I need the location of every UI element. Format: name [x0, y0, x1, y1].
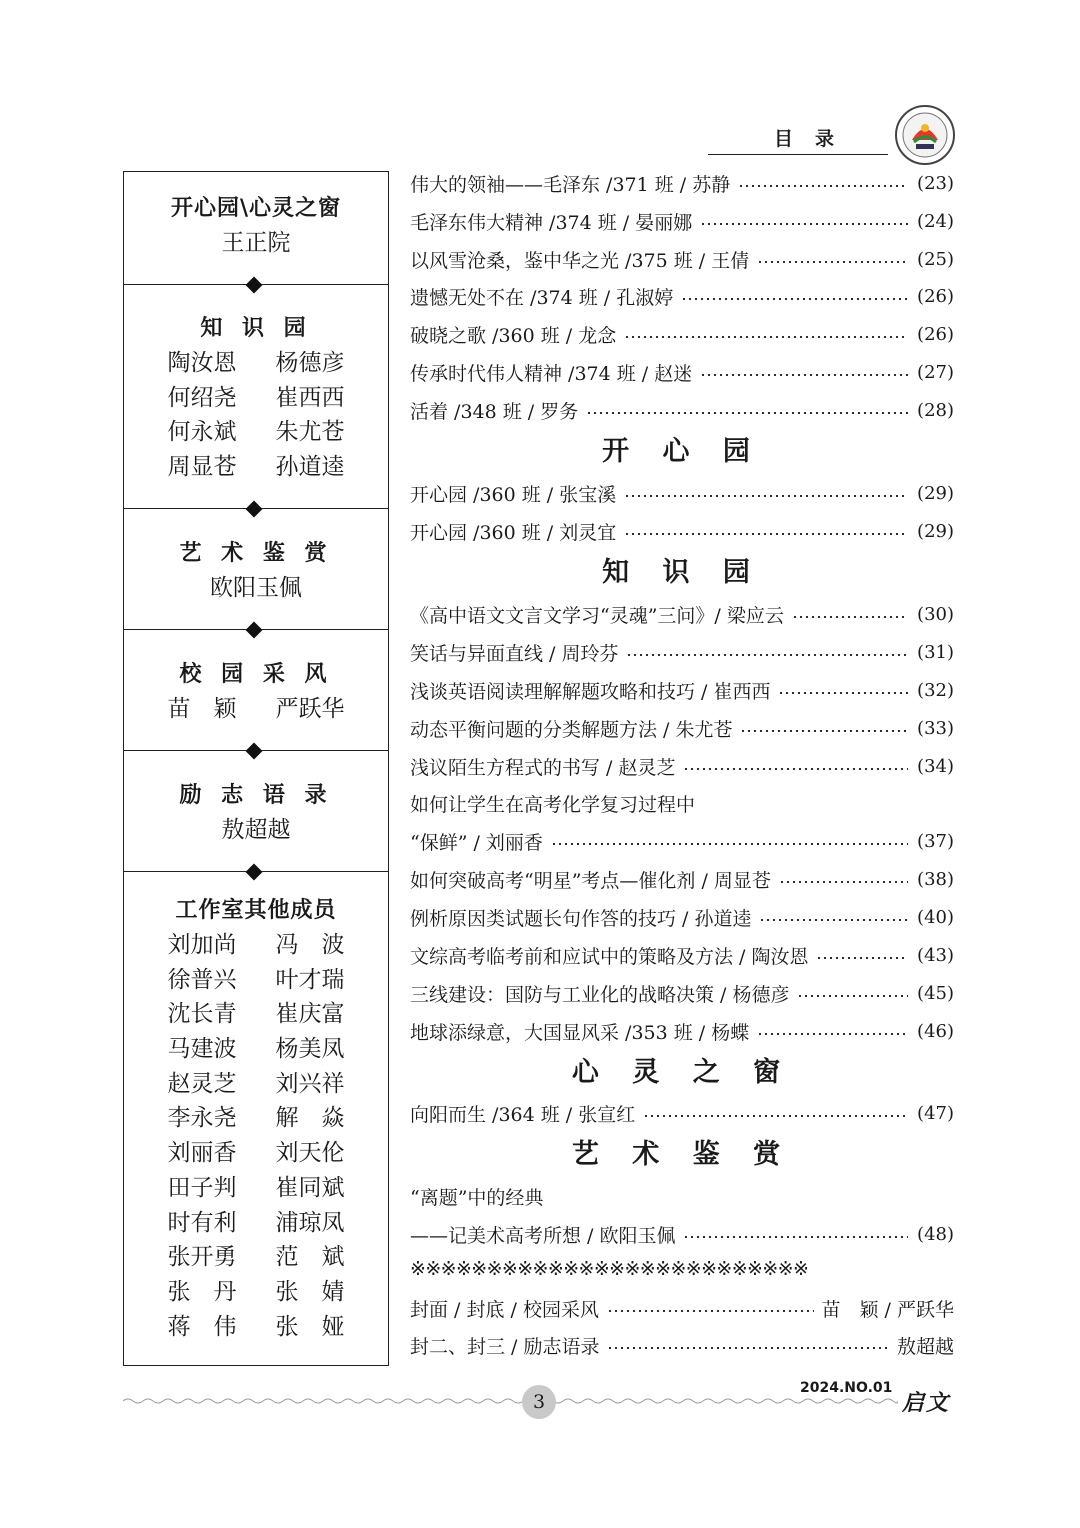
entry-title: 《高中语文文言文学习“灵魂”三问》/ 梁应云 — [410, 604, 784, 627]
dot-leader — [792, 616, 908, 618]
entry-page: (26) — [917, 323, 954, 345]
entry-title: 以风雪沧桑，鉴中华之光 /375 班 / 王倩 — [410, 249, 750, 272]
entry-title: 向阳而生 /364 班 / 张宣红 — [410, 1103, 636, 1126]
toc-entry[interactable] — [410, 864, 954, 894]
entry-credit: 苗 颖 / 严跃华 — [821, 1298, 954, 1321]
page-number: 3 — [522, 1385, 556, 1419]
entry-title: 封二、封三 / 励志语录 — [410, 1335, 600, 1358]
category-heading-xinling: 心 灵 之 窗 — [571, 1057, 793, 1088]
toc-entry-line[interactable] — [410, 1181, 954, 1211]
member-row — [124, 692, 388, 727]
member-row — [124, 346, 388, 381]
member-name: 刘天伦 — [275, 1140, 345, 1167]
toc-entry[interactable] — [410, 244, 954, 274]
member-name: 解 焱 — [275, 1105, 345, 1132]
member-name: 时有利 — [167, 1209, 237, 1236]
entry-title: 如何让学生在高考化学复习过程中 — [410, 793, 696, 816]
category-heading-yishu: 艺 术 鉴 赏 — [571, 1139, 793, 1170]
entry-title: 笑话与异面直线 / 周玲芬 — [410, 642, 619, 665]
section-title: 校 园 采 风 — [179, 662, 333, 687]
section-title: 艺 术 鉴 赏 — [179, 541, 333, 566]
footer-wave-rule — [123, 1396, 898, 1406]
toc-entry-credit[interactable] — [410, 1330, 954, 1360]
toc-entry[interactable] — [410, 751, 954, 781]
school-logo-icon — [894, 104, 956, 166]
entry-title: 封面 / 封底 / 校园采风 — [410, 1298, 599, 1321]
member-name: 叶才瑞 — [275, 966, 345, 993]
member-name: 张 婧 — [275, 1278, 345, 1305]
publication-brand: 启文 — [902, 1390, 951, 1416]
entry-page: (24) — [917, 210, 954, 232]
entry-title: 浅议陌生方程式的书写 / 赵灵芝 — [410, 756, 676, 779]
entry-title: 开心园 /360 班 / 张宝溪 — [410, 483, 617, 506]
category-heading-kaixin: 开 心 园 — [602, 436, 762, 467]
entry-credit: 敖超越 — [896, 1335, 954, 1358]
dot-leader — [740, 730, 908, 732]
entry-page: (43) — [917, 944, 954, 966]
toc-entry[interactable] — [410, 319, 954, 349]
dot-leader — [738, 185, 908, 187]
member-name: 浦琼凤 — [275, 1209, 345, 1236]
entry-page: (34) — [917, 755, 954, 777]
member-name: 刘加尚 — [167, 932, 237, 958]
member-name: 朱尤苍 — [275, 419, 345, 446]
section-title: 开心园\心灵之窗 — [170, 196, 342, 221]
category-heading-zhishi: 知 识 园 — [602, 557, 762, 588]
dot-leader — [683, 768, 908, 770]
toc-entry[interactable] — [410, 1098, 954, 1128]
member-row — [124, 1067, 388, 1102]
dot-leader — [779, 881, 908, 883]
toc-entry[interactable] — [410, 978, 954, 1008]
member-name: 马建波 — [167, 1036, 237, 1063]
issue-number: 2024.NO.01 — [800, 1380, 893, 1396]
entry-page: (29) — [917, 520, 954, 542]
section-lizhi — [124, 779, 388, 847]
entry-title: 如何突破高考“明星”考点—催化剂 / 周显苍 — [410, 869, 771, 892]
toc-entry[interactable] — [410, 1016, 954, 1046]
entry-title: 毛泽东伟大精神 /374 班 / 晏丽娜 — [410, 211, 693, 234]
member-name: 杨德彦 — [275, 350, 345, 376]
dot-leader — [643, 1115, 908, 1117]
entry-page: (23) — [917, 172, 954, 194]
member-name: 何绍尧 — [167, 384, 237, 411]
entry-page: (37) — [917, 830, 954, 852]
dot-leader — [681, 298, 908, 300]
dot-leader — [624, 495, 908, 497]
entry-title: 传承时代伟人精神 /374 班 / 赵迷 — [410, 362, 693, 385]
member-name: 王正院 — [221, 230, 291, 256]
entry-title: “保鲜” / 刘丽香 — [410, 831, 543, 854]
entry-title: 伟大的领袖——毛泽东 /371 班 / 苏静 — [410, 173, 731, 196]
entry-title: ——记美术高考所想 / 欧阳玉佩 — [410, 1224, 676, 1247]
member-name: 田子判 — [167, 1174, 237, 1201]
dot-leader — [624, 336, 908, 338]
entry-title: 活着 /348 班 / 罗务 — [410, 400, 579, 423]
section-yishu — [124, 537, 388, 605]
member-row — [124, 450, 388, 485]
toc-entry-credit[interactable] — [410, 1293, 954, 1323]
toc-entry[interactable] — [410, 940, 954, 970]
editorial-panel — [123, 171, 389, 1366]
entry-page: (45) — [917, 982, 954, 1004]
entry-title: 地球添绿意，大国显风采 /353 班 / 杨蝶 — [410, 1021, 750, 1044]
dot-leader — [626, 654, 908, 656]
entry-page: (40) — [917, 906, 954, 928]
member-name: 刘兴祥 — [275, 1070, 345, 1097]
member-name: 张 娅 — [275, 1313, 345, 1340]
member-name: 崔西西 — [275, 384, 345, 411]
entry-page: (25) — [917, 248, 954, 270]
dot-leader — [700, 374, 908, 376]
entry-page: (27) — [917, 361, 954, 383]
toc-entry[interactable] — [410, 637, 954, 667]
member-name: 范 斌 — [275, 1244, 345, 1271]
member-row — [124, 997, 388, 1032]
member-name: 冯 波 — [275, 932, 345, 958]
member-row — [124, 415, 388, 450]
entry-page: (46) — [917, 1020, 954, 1042]
member-row — [124, 1101, 388, 1136]
member-name: 何永斌 — [167, 419, 237, 446]
member-name: 周显苍 — [167, 454, 237, 481]
member-row — [124, 1275, 388, 1310]
member-name: 刘丽香 — [167, 1140, 237, 1167]
member-name: 崔同斌 — [275, 1174, 345, 1201]
section-title: 知 识 园 — [200, 316, 312, 341]
entry-page: (38) — [917, 868, 954, 890]
toc-entry[interactable] — [410, 206, 954, 236]
toc-entry[interactable] — [410, 478, 954, 508]
dot-leader — [778, 692, 908, 694]
section-xiaoyuan — [124, 658, 388, 727]
member-row — [124, 1136, 388, 1171]
diamond-icon — [246, 864, 263, 881]
entry-title: 开心园 /360 班 / 刘灵宜 — [410, 521, 617, 544]
member-row — [124, 963, 388, 998]
dot-leader — [551, 843, 908, 845]
page-title: 目录 — [773, 128, 856, 150]
member-name: 赵灵芝 — [167, 1070, 237, 1097]
diamond-icon — [246, 277, 263, 294]
dot-leader — [816, 957, 908, 959]
section-title: 工作室其他成员 — [175, 898, 337, 923]
member-row — [124, 1032, 388, 1067]
entry-page: (30) — [917, 603, 954, 625]
diamond-icon — [246, 501, 263, 518]
entry-title: 浅谈英语阅读理解解题攻略和技巧 / 崔西西 — [410, 680, 771, 703]
entry-title: 遗憾无处不在 /374 班 / 孔淑婷 — [410, 286, 674, 309]
member-name: 陶汝恩 — [167, 350, 237, 376]
entry-title: “离题”中的经典 — [410, 1186, 544, 1209]
member-name: 欧阳玉佩 — [210, 575, 302, 601]
diamond-icon — [246, 743, 263, 760]
member-row — [124, 928, 388, 963]
member-name: 严跃华 — [275, 696, 345, 722]
dot-leader — [797, 995, 908, 997]
section-members — [124, 894, 388, 1344]
toc-entry[interactable] — [410, 713, 954, 743]
dot-leader — [607, 1310, 814, 1312]
toc-entry[interactable] — [410, 902, 954, 932]
member-name: 沈长青 — [167, 1001, 237, 1028]
section-zhishi — [124, 312, 388, 485]
entry-page: (31) — [917, 641, 954, 663]
toc-entry[interactable] — [410, 357, 954, 387]
toc-entry-line[interactable] — [410, 788, 954, 818]
member-name: 杨美凤 — [275, 1036, 345, 1063]
member-name: 孙道逵 — [275, 454, 345, 481]
section-kaixin-xinling — [124, 192, 388, 260]
entry-page: (29) — [917, 482, 954, 504]
toc-entry[interactable] — [410, 599, 954, 629]
diamond-icon — [246, 622, 263, 639]
toc-entry[interactable] — [410, 395, 954, 425]
entry-page: (48) — [917, 1223, 954, 1245]
dot-leader — [757, 1033, 908, 1035]
dot-leader — [759, 919, 908, 921]
dot-leader — [683, 1236, 908, 1238]
member-name: 崔庆富 — [275, 1001, 345, 1028]
entry-page: (33) — [917, 717, 954, 739]
dot-leader — [624, 533, 908, 535]
entry-title: 破晓之歌 /360 班 / 龙念 — [410, 324, 617, 347]
member-row — [124, 1171, 388, 1206]
member-row — [124, 1240, 388, 1275]
entry-page: (47) — [917, 1102, 954, 1124]
entry-title: 例析原因类试题长句作答的技巧 / 孙道逵 — [410, 907, 752, 930]
entry-title: 文综高考临考前和应试中的策略及方法 / 陶汝恩 — [410, 945, 809, 968]
header-rule — [708, 154, 888, 155]
entry-page: (28) — [917, 399, 954, 421]
member-name: 李永尧 — [167, 1105, 237, 1132]
member-row — [124, 1206, 388, 1241]
ornament-divider: ※※※※※※※※※※※※※※※※※※※※※※※※※※ — [410, 1258, 809, 1280]
member-name: 张开勇 — [167, 1244, 237, 1271]
member-row — [124, 1310, 388, 1345]
toc-entry[interactable] — [410, 281, 954, 311]
member-name: 徐普兴 — [167, 966, 237, 993]
dot-leader — [607, 1347, 889, 1349]
section-title: 励 志 语 录 — [179, 783, 333, 808]
toc-entry[interactable] — [410, 675, 954, 705]
toc-entry[interactable] — [410, 826, 954, 856]
member-name: 张 丹 — [167, 1278, 237, 1305]
toc-entry[interactable] — [410, 168, 954, 198]
member-name: 苗 颖 — [167, 696, 237, 722]
member-name: 敖超越 — [221, 817, 291, 843]
entry-page: (32) — [917, 679, 954, 701]
toc-entry[interactable] — [410, 516, 954, 546]
dot-leader — [586, 412, 908, 414]
entry-page: (26) — [917, 285, 954, 307]
toc-entry[interactable] — [410, 1219, 954, 1249]
dot-leader — [757, 261, 908, 263]
entry-title: 动态平衡问题的分类解题方法 / 朱尤苍 — [410, 718, 733, 741]
member-name: 蒋 伟 — [167, 1313, 237, 1340]
entry-title: 三线建设：国防与工业化的战略决策 / 杨德彦 — [410, 983, 790, 1006]
member-row — [124, 381, 388, 416]
dot-leader — [700, 223, 908, 225]
